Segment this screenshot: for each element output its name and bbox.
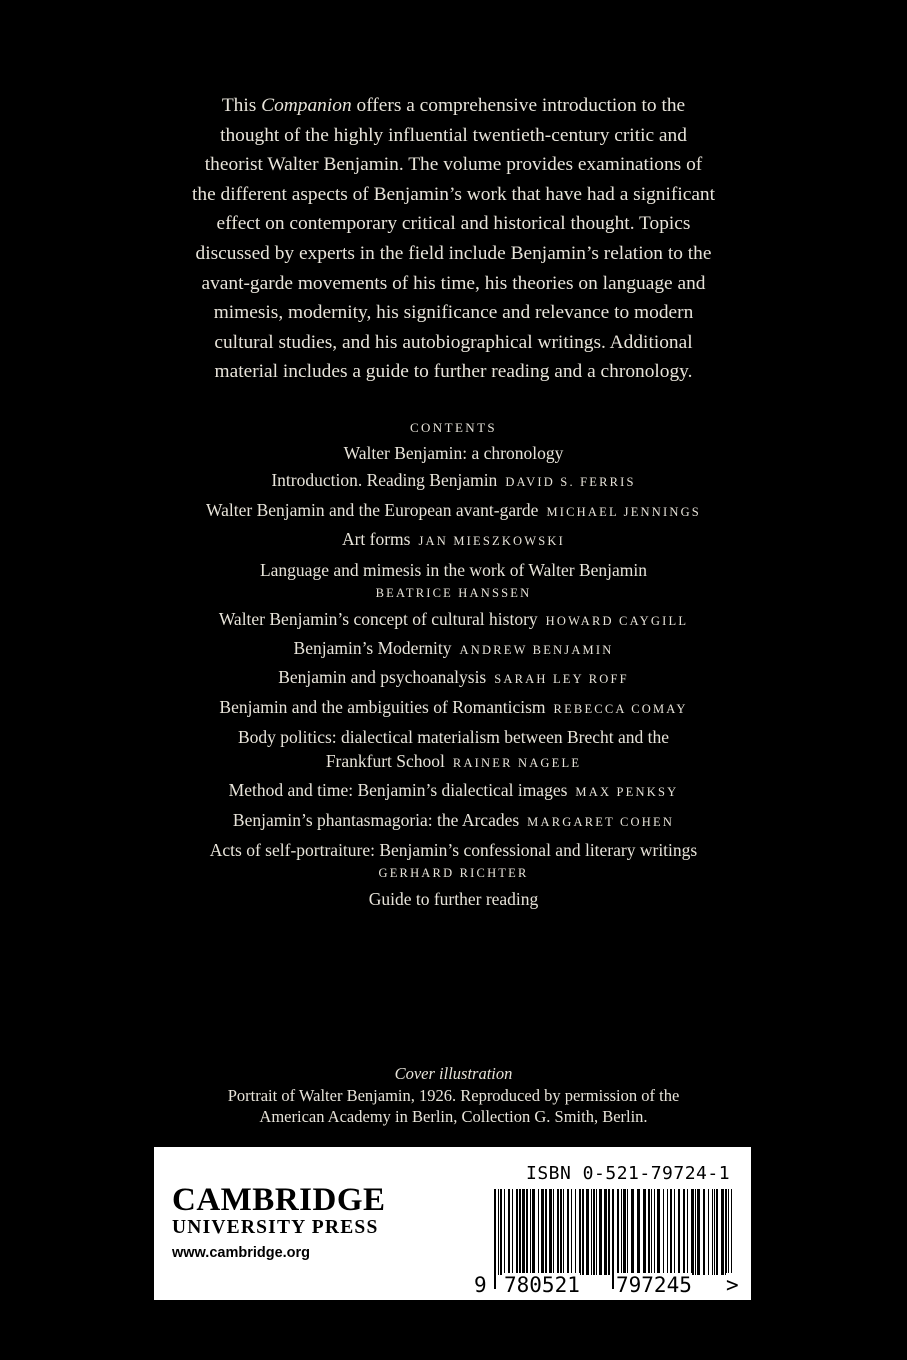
- publisher-subname: UNIVERSITY PRESS: [172, 1217, 379, 1238]
- contents-list: [150, 440, 757, 913]
- barcode-bar: [522, 1189, 525, 1275]
- entry-title: Language and mimesis in the work of Walter Benjamin: [259, 559, 648, 580]
- barcode-bar: [526, 1189, 528, 1275]
- barcode-bar: [687, 1189, 688, 1275]
- blurb-text: This: [221, 95, 262, 116]
- entry-author: MAX PENKSY: [575, 785, 679, 800]
- entry-author: MICHAEL JENNINGS: [546, 504, 701, 519]
- barcode-bar: [571, 1189, 572, 1275]
- contents-entry: [150, 497, 757, 526]
- barcode-bar: [721, 1189, 724, 1275]
- barcode-bar: [604, 1189, 607, 1275]
- barcode-bar: [695, 1189, 696, 1275]
- contents-entry: [150, 556, 757, 606]
- barcode-bar: [643, 1189, 646, 1275]
- entry-title: Walter Benjamin: a chronology: [343, 443, 564, 463]
- contents-entry: [150, 467, 757, 496]
- entry-author: HOWARD CAYGILL: [545, 613, 689, 628]
- contents-entry: [150, 664, 757, 693]
- barcode-bar: [549, 1189, 552, 1275]
- barcode-bar: [504, 1189, 505, 1275]
- blurb-line: the different aspects of Benjamin’s work that have had a significant: [191, 183, 716, 205]
- blurb-italic-title: Companion: [261, 95, 352, 116]
- entry-author: ANDREW BENJAMIN: [459, 643, 614, 658]
- barcode-bar: [637, 1189, 640, 1275]
- publisher-url: www.cambridge.org: [172, 1245, 311, 1261]
- isbn-text: ISBN 0-521-79724-1: [526, 1163, 731, 1184]
- publisher-name: CAMBRIDGE: [172, 1182, 386, 1218]
- barcode-bar: [691, 1189, 694, 1275]
- barcode-bar: [560, 1189, 562, 1275]
- entry-author: RAINER NAGELE: [452, 756, 582, 771]
- entry-author: GERHARD RICHTER: [378, 866, 529, 881]
- barcode-bar: [563, 1189, 564, 1275]
- barcode-bar: [627, 1189, 628, 1275]
- barcode-group-1: 780521: [504, 1273, 580, 1297]
- barcode-bar: [500, 1189, 502, 1275]
- barcode-bar: [716, 1189, 718, 1275]
- barcode-bar: [631, 1189, 634, 1275]
- barcode-bar: [712, 1189, 713, 1275]
- barcode-bar: [567, 1189, 569, 1275]
- barcode-bar: [582, 1189, 584, 1275]
- contents-entry: [150, 694, 757, 723]
- cambridge-logo: [172, 1183, 386, 1261]
- contents-entry: [150, 777, 757, 806]
- barcode-bar: [545, 1189, 547, 1275]
- blurb-line: material includes a guide to further reading and a chronology.: [214, 361, 693, 383]
- barcode-bar: [512, 1189, 513, 1275]
- blurb-line: [150, 91, 757, 121]
- barcode-bar: [553, 1189, 554, 1275]
- barcode-bar: [593, 1189, 595, 1275]
- contents-entry: [150, 635, 757, 664]
- entry-author: SARAH LEY ROFF: [494, 672, 629, 687]
- entry-title: Benjamin’s Modernity: [293, 638, 452, 659]
- contents-entry: [150, 723, 757, 777]
- barcode-bar: [516, 1189, 518, 1275]
- barcode-bar: [557, 1189, 559, 1275]
- barcode-bar: [586, 1189, 589, 1275]
- entry-title-continued: Frankfurt School: [325, 751, 445, 772]
- barcode-bar: [651, 1189, 652, 1275]
- barcode-group-2: 797245: [616, 1273, 692, 1297]
- entry-author: JAN MIESZKOWSKI: [418, 534, 566, 549]
- blurb-line: theorist Walter Benjamin. The volume provides examinations of: [204, 154, 703, 176]
- table-of-contents: [150, 420, 757, 913]
- entry-title: Benjamin and the ambiguities of Romanticism: [219, 696, 546, 717]
- contents-entry: [150, 440, 757, 467]
- entry-title: Benjamin’s phantasmagoria: the Arcades: [232, 809, 520, 830]
- blurb-line: discussed by experts in the field include Benjamin’s relation to the: [195, 242, 712, 264]
- barcode-bar: [541, 1189, 544, 1275]
- contents-entry: [150, 807, 757, 836]
- entry-title: Benjamin and psychoanalysis: [278, 667, 487, 688]
- entry-title: Body politics: dialectical materialism between Brecht and the: [237, 727, 670, 748]
- blurb-line: thought of the highly influential twentieth-century critic and: [220, 124, 687, 146]
- barcode-bar: [708, 1189, 709, 1275]
- blurb-line: mimesis, modernity, his significance and relevance to modern: [213, 302, 694, 324]
- contents-entry: [150, 526, 757, 555]
- barcode-bar: [728, 1189, 729, 1275]
- barcode-bar: [654, 1189, 655, 1275]
- cover-illustration-caption: Cover illustration: [394, 1064, 513, 1083]
- entry-author: MARGARET COHEN: [527, 814, 675, 829]
- isbn-barcode: [474, 1163, 744, 1297]
- barcode-bar: [508, 1189, 510, 1275]
- credit-line-2: American Academy in Berlin, Collection G. Smith, Berlin.: [259, 1107, 648, 1126]
- entry-title: Introduction. Reading Benjamin: [271, 470, 498, 491]
- barcode-bar: [621, 1189, 622, 1275]
- barcode-bar: [519, 1189, 521, 1275]
- barcode-lead-digit: 9: [474, 1273, 487, 1297]
- barcode-bar: [725, 1189, 727, 1275]
- entry-author: REBECCA COMAY: [553, 701, 688, 716]
- entry-author: DAVID S. FERRIS: [505, 475, 636, 490]
- barcode-bar: [608, 1189, 610, 1275]
- barcode-bar: [670, 1189, 672, 1275]
- contents-heading: CONTENTS: [409, 420, 498, 435]
- barcode-bar: [596, 1189, 597, 1275]
- blurb-line: avant-garde movements of his time, his theories on language and: [201, 272, 706, 294]
- contents-entry: [150, 836, 757, 886]
- barcode-bar: [648, 1189, 650, 1275]
- barcode-bar: [532, 1189, 535, 1275]
- barcode-bar: [657, 1189, 660, 1275]
- credit-line-1: Portrait of Walter Benjamin, 1926. Reproduced by permission of the: [227, 1085, 680, 1105]
- entry-title: Walter Benjamin and the European avant-garde: [206, 499, 539, 520]
- barcode-bar: [663, 1189, 664, 1275]
- barcode-bar: [579, 1189, 581, 1275]
- blurb-line: effect on contemporary critical and historical thought. Topics: [216, 213, 691, 235]
- barcode-bar: [530, 1189, 531, 1275]
- entry-title: Guide to further reading: [368, 889, 539, 910]
- cover-credits: [150, 1063, 757, 1128]
- barcode-bar: [575, 1189, 576, 1275]
- contents-entry: [150, 886, 757, 913]
- barcode-bar: [599, 1189, 602, 1275]
- barcode-bar: [697, 1189, 700, 1275]
- back-cover-blurb: [150, 91, 757, 387]
- barcode-bar: [667, 1189, 668, 1275]
- entry-title: Walter Benjamin’s concept of cultural history: [218, 608, 538, 629]
- blurb-line: cultural studies, and his autobiographical writings. Additional: [214, 331, 693, 353]
- barcode-digits: [474, 1273, 744, 1297]
- entry-author: BEATRICE HANSSEN: [375, 585, 532, 600]
- barcode-bar: [591, 1189, 592, 1275]
- entry-title: Art forms: [341, 529, 411, 550]
- barcode-bar: [538, 1189, 539, 1275]
- entry-title: Acts of self-portraiture: Benjamin’s confessional and literary writings: [209, 840, 698, 861]
- entry-title: Method and time: Benjamin’s dialectical images: [228, 780, 568, 801]
- barcode-bar: [703, 1189, 705, 1275]
- barcode-bar: [498, 1189, 499, 1275]
- barcode-trail: >: [726, 1273, 739, 1297]
- barcode-bar: [623, 1189, 626, 1275]
- contents-entry: [150, 606, 757, 635]
- barcode-bar: [683, 1189, 685, 1275]
- barcode-bar: [674, 1189, 675, 1275]
- barcode-bar: [678, 1189, 680, 1275]
- barcode-bar: [714, 1189, 715, 1275]
- publisher-panel: [154, 1147, 751, 1300]
- blurb-text: offers a comprehensive introduction to the: [351, 95, 686, 116]
